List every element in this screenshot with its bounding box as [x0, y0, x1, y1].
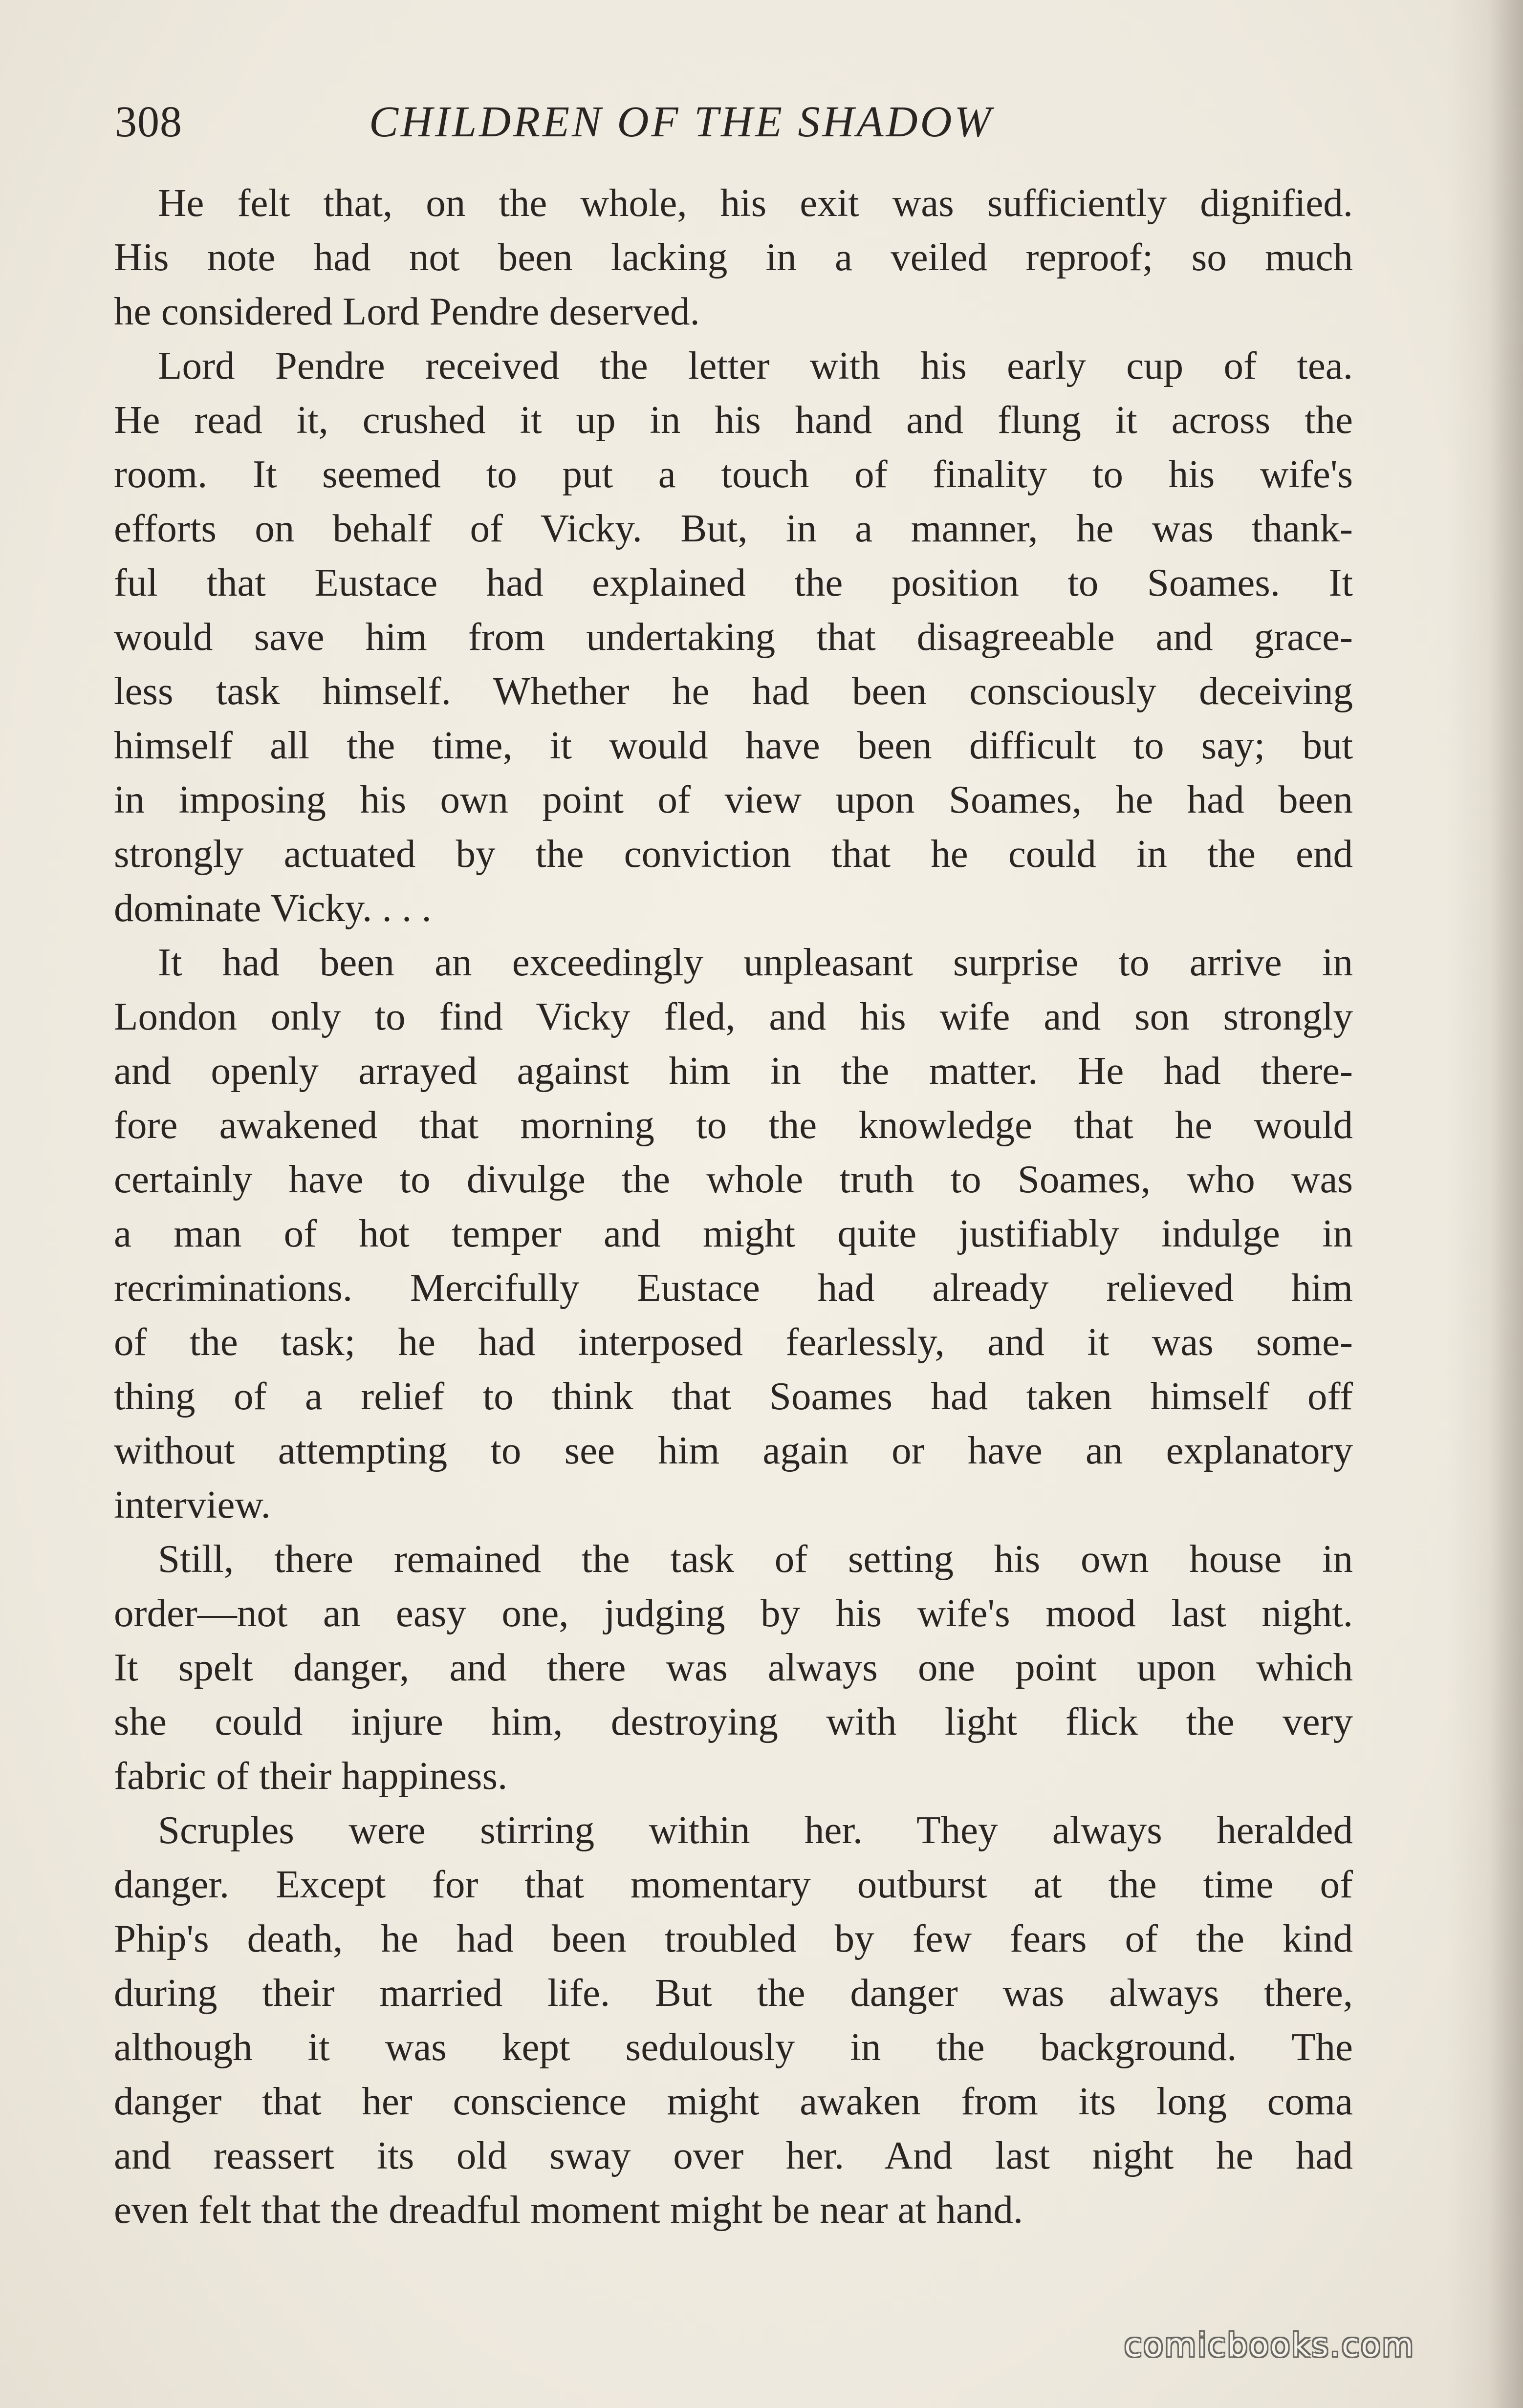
text-line: thing of a relief to think that Soames had taken himself off	[114, 1374, 1353, 1418]
text-line: Lord Pendre received the letter with his early cup of tea.	[158, 344, 1353, 387]
text-line: he considered Lord Pendre deserved.	[114, 289, 700, 333]
page-number: 308	[115, 98, 182, 146]
text-line: of the task; he had interposed fearlessly, and it was some-	[114, 1320, 1353, 1364]
text-line: He read it, crushed it up in his hand and flung it across the	[114, 398, 1353, 442]
page-header	[115, 95, 1351, 149]
text-line: danger. Except for that momentary outburst at the time of	[114, 1862, 1353, 1906]
text-line: interview.	[114, 1483, 271, 1526]
paragraph	[114, 339, 1353, 935]
text-line: during their married life. But the danger was always there,	[114, 1971, 1353, 2015]
text-line: and openly arrayed against him in the matter. He had there-	[114, 1049, 1353, 1093]
text-line: would save him from undertaking that disagreeable and grace-	[114, 615, 1353, 659]
text-line: even felt that the dreadful moment might be near at hand.	[114, 2188, 1023, 2232]
text-line: in imposing his own point of view upon Soames, he had been	[114, 777, 1353, 821]
text-line: London only to find Vicky fled, and his wife and son strongly	[114, 994, 1353, 1038]
text-line: she could injure him, destroying with light flick the very	[114, 1699, 1353, 1743]
page-edge-shadow	[1489, 0, 1523, 2408]
text-line: although it was kept sedulously in the background. The	[114, 2025, 1353, 2069]
paragraph	[114, 1532, 1353, 1803]
text-line: It spelt danger, and there was always one point upon which	[114, 1645, 1353, 1689]
text-line: He felt that, on the whole, his exit was sufficiently dignified.	[158, 181, 1353, 225]
paragraph	[114, 176, 1353, 339]
text-line: ful that Eustace had explained the position to Soames. It	[114, 560, 1353, 604]
body-text	[114, 176, 1353, 2237]
text-line: Phip's death, he had been troubled by few fears of the kind	[114, 1916, 1353, 1960]
text-line: strongly actuated by the conviction that he could in the end	[114, 832, 1353, 876]
text-line: His note had not been lacking in a veiled reproof; so much	[114, 235, 1353, 279]
watermark: comicbooks.com	[1124, 2326, 1415, 2364]
text-line: Still, there remained the task of setting his own house in	[158, 1537, 1353, 1581]
running-head: CHILDREN OF THE SHADOW	[369, 98, 994, 146]
text-line: without attempting to see him again or have an explanatory	[114, 1428, 1353, 1472]
text-line: less task himself. Whether he had been consciously deceiving	[114, 669, 1353, 713]
paragraph	[114, 1803, 1353, 2237]
text-line: It had been an exceedingly unpleasant surprise to arrive in	[158, 940, 1353, 984]
text-line: certainly have to divulge the whole truth to Soames, who was	[114, 1157, 1353, 1201]
text-line: efforts on behalf of Vicky. But, in a manner, he was thank-	[114, 506, 1353, 550]
text-line: recriminations. Mercifully Eustace had already relieved him	[114, 1266, 1353, 1310]
text-line: a man of hot temper and might quite justifiably indulge in	[114, 1211, 1353, 1255]
text-line: himself all the time, it would have been difficult to say; but	[114, 723, 1353, 767]
text-line: fabric of their happiness.	[114, 1754, 508, 1798]
text-line: dominate Vicky. . . .	[114, 886, 432, 930]
text-line: fore awakened that morning to the knowledge that he would	[114, 1103, 1353, 1147]
text-line: room. It seemed to put a touch of finality to his wife's	[114, 452, 1353, 496]
paragraph	[114, 935, 1353, 1532]
text-line: order—not an easy one, judging by his wife's mood last night.	[114, 1591, 1353, 1635]
text-line: danger that her conscience might awaken from its long coma	[114, 2079, 1353, 2123]
text-line: Scruples were stirring within her. They always heralded	[158, 1808, 1353, 1852]
text-line: and reassert its old sway over her. And last night he had	[114, 2133, 1353, 2177]
